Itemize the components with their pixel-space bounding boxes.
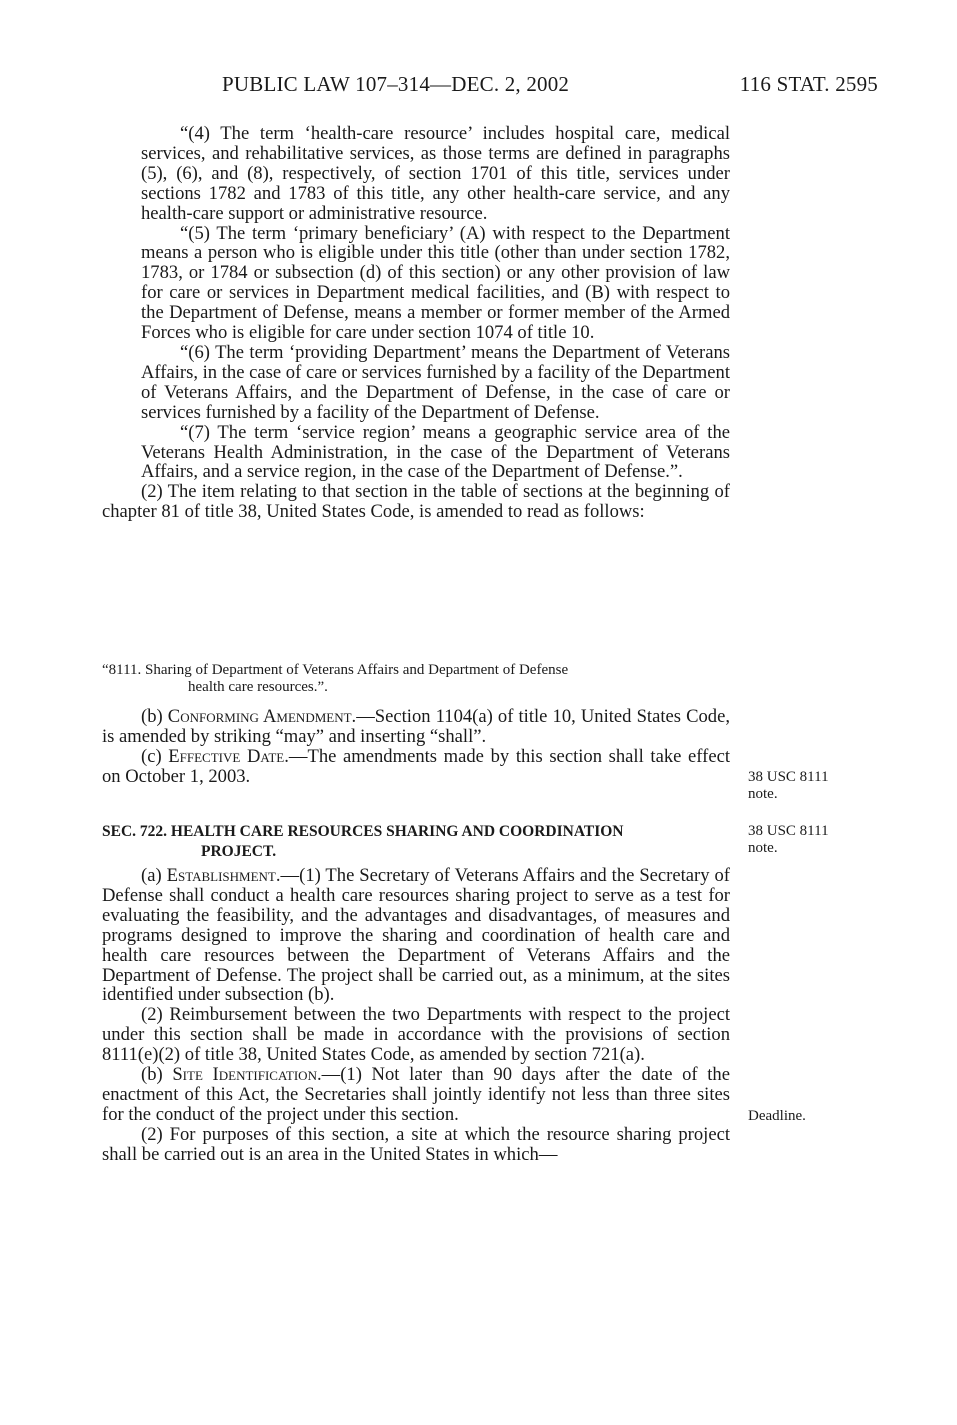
definitions-block (102, 124, 730, 522)
conforming-amendment-heading: Conforming Amendment. (167, 706, 357, 727)
site-definition-paragraph: (2) For purposes of this section, a site at which the resource sharing project shall be carried out is an area in the United States in which— (102, 1123, 730, 1165)
effective-date: (c) Effective Date.—The amendments made by this section shall take effect on October 1, 2003. (102, 745, 730, 787)
section-heading-line-1: SEC. 722. HEALTH CARE RESOURCES SHARING AND COORDINATION (102, 823, 624, 840)
section-heading-line-2: PROJECT. (201, 843, 277, 860)
paragraph-7: “(7) The term ‘service region’ means a geographic service area of the Veterans Health Administration, in the case of the Department of Veterans Affairs, and a service region, in the case of the Department of Defense.”. (141, 421, 730, 483)
page-header (222, 72, 878, 102)
paragraph-5: “(5) The term ‘primary beneficiary’ (A) with respect to the Department means a person who is eligible under this title (other than under section 1782, 1783, or 1784 or subsection (d) of this section) or any other provision of law for care or services in Department medical facilities, and (B) with respect to the Department of Defense, means a member or former member of the Armed Forces who is eligible for care under section 1074 of title 10. (141, 222, 730, 344)
amendments-block (102, 707, 730, 787)
site-identification-heading: Site Identification. (172, 1064, 322, 1086)
establishment-heading: Establishment. (166, 865, 281, 886)
statute-page-number: 116 STAT. 2595 (739, 72, 878, 96)
paragraph-4: “(4) The term ‘health-care resource’ includes hospital care, medical services, and rehabilitative services, as those terms are defined in paragraphs (5), (6), and (8), respectively, of section 1701 of this title, services under sections 1782 and 1783 of this title, any other health-care service, and any health-care support or administrative resource. (141, 123, 730, 224)
margin-note-usc-2: 38 USC 8111 note. (748, 823, 829, 856)
section-722-heading (102, 822, 730, 862)
section-722-body (102, 866, 730, 1165)
paragraph-2-item: (2) The item relating to that section in the table of sections at the beginning of chapter 81 of title 38, United States Code, is amended to read as follows: (102, 481, 730, 523)
margin-note-usc-1: 38 USC 8111 note. (748, 769, 829, 802)
table-entry-line-1: “8111. Sharing of Department of Veterans Affairs and Department of Defense (102, 662, 569, 678)
reimbursement-paragraph: (2) Reimbursement between the two Departments with respect to the project under this section shall be made in accordance with the provisions of section 8111(e)(2) of title 38, United States Code, as amended by section 721(a). (102, 1004, 730, 1066)
conforming-amendment: (b) Conforming Amendment.—Section 1104(a) of title 10, United States Code, is amended by striking “may” and inserting “shall”. (102, 706, 731, 747)
paragraph-6: “(6) The term ‘providing Department’ means the Department of Veterans Affairs, in the case of care or services furnished by a facility of the Department of Veterans Affairs, and the Department of Defense, in the case of care or services furnished by a facility of the Department of Defense. (141, 341, 730, 423)
site-identification-paragraph: (b) Site Identification.—(1) Not later than 90 days after the date of the enactment of this Act, the Secretaries shall jointly identify not less than three sites for the conduct of the project under this section. (102, 1064, 730, 1125)
establishment-paragraph: (a) Establishment.—(1) The Secretary of Veterans Affairs and the Secretary of Defense shall conduct a health care resources sharing project to serve as a test for evaluating the feasibility, and the advantages and disadvantages, of measures and programs designed to improve the sharing and coordination of health care and health care resources between the Department of Veterans Affairs and the Department of Defense. The project shall be carried out, as a minimum, at the sites identified under subsection (b). (102, 865, 730, 1006)
effective-date-heading: Effective Date. (168, 745, 289, 767)
law-title: PUBLIC LAW 107–314—DEC. 2, 2002 (222, 72, 570, 96)
margin-note-deadline: Deadline. (748, 1108, 806, 1124)
table-of-sections-entry (102, 662, 730, 696)
table-entry-line-2: health care resources.”. (188, 679, 328, 695)
